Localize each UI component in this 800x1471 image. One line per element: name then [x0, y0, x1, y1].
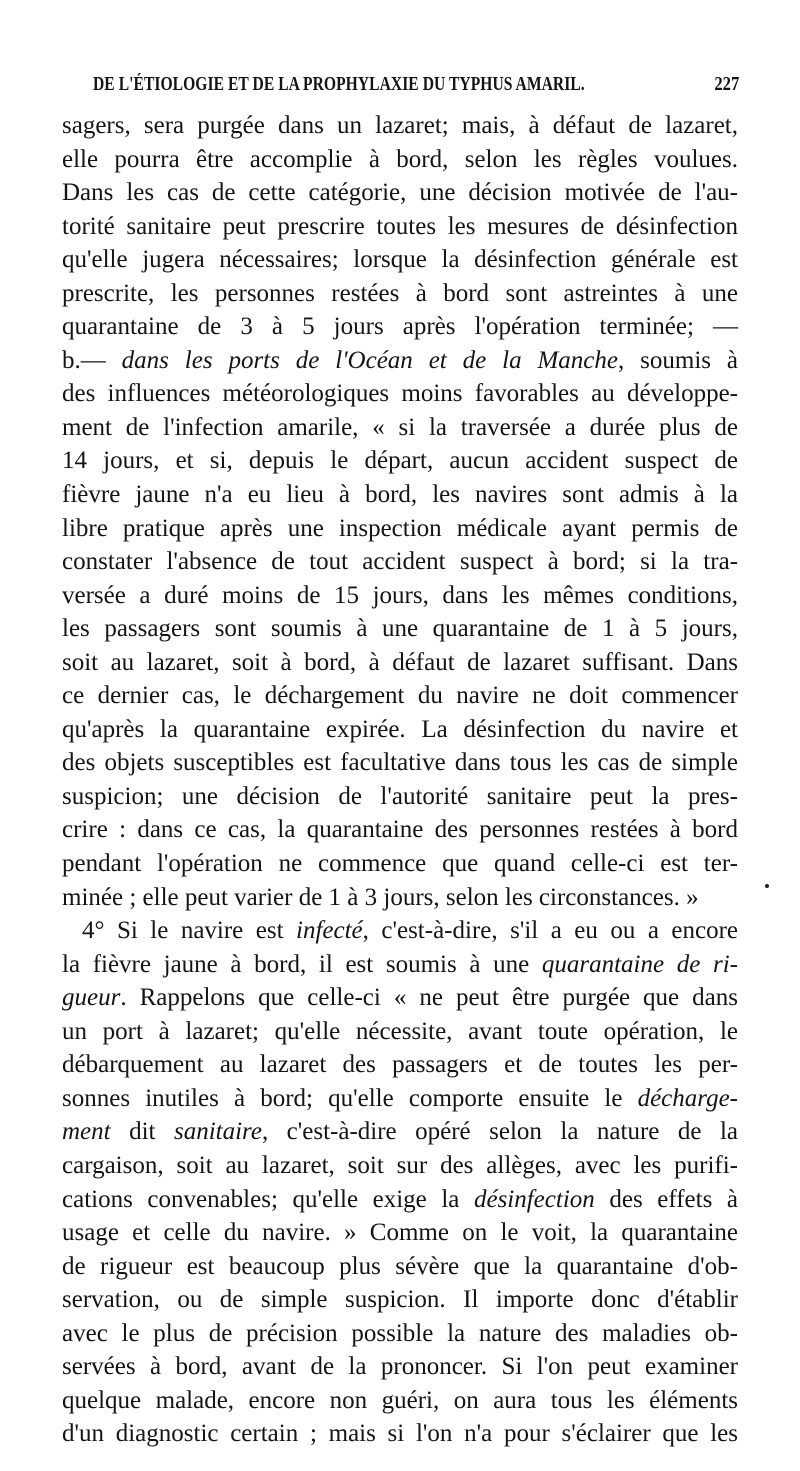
text-line	[62, 310, 738, 344]
text-line-content	[62, 1015, 738, 1049]
italic-phrase: gueur	[62, 984, 121, 1012]
italic-phrase: sanitaire	[173, 1118, 262, 1146]
text-line-content	[62, 109, 738, 143]
text-line-content	[62, 143, 738, 177]
text-line-content	[62, 713, 738, 747]
text-line	[62, 780, 738, 814]
text-run: minée ; elle peut varier de 1 à 3 jours, selon les circonstances. »	[62, 883, 699, 911]
text-line-content	[62, 210, 738, 244]
text-run: libre pratique après une inspection médicale ayant permis de	[62, 514, 738, 542]
text-line-content	[62, 847, 738, 881]
text-line	[62, 646, 738, 680]
text-line-content	[62, 478, 738, 512]
text-run: 4° Si le navire est	[82, 917, 297, 945]
text-line	[62, 1048, 738, 1082]
text-line-content	[62, 176, 738, 210]
text-line	[62, 1283, 738, 1317]
text-run: elle pourra être accomplie à bord, selon les règles voulues.	[62, 145, 738, 173]
text-run: sonnes inutiles à bord; qu'elle comporte ensuite le	[62, 1084, 638, 1112]
text-run: dit	[110, 1118, 174, 1146]
text-line-content	[62, 1216, 738, 1250]
text-run: des objets susceptibles est facultative dans tous les cas de simple	[62, 749, 738, 777]
running-head	[93, 74, 739, 104]
text-line-content	[62, 277, 738, 311]
text-run: , c'est-à-dire opéré selon la nature de la	[261, 1118, 738, 1146]
text-line-content	[62, 1417, 738, 1451]
text-run: qu'elle jugera nécessaires; lorsque la désinfection générale est	[62, 246, 738, 274]
text-line-content	[62, 579, 738, 613]
text-line-content	[62, 948, 738, 982]
text-line-content	[62, 881, 738, 915]
text-run: ce dernier cas, le déchargement du navire ne doit commencer	[62, 682, 738, 710]
text-run: , soumis à	[618, 346, 739, 374]
text-run: servation, ou de simple suspicion. Il importe donc d'établir	[62, 1286, 738, 1314]
running-title: DE L'ÉTIOLOGIE ET DE LA PROPHYLAXIE DU TYPHUS AMARIL.	[93, 74, 585, 95]
text-line	[62, 176, 738, 210]
text-line-content	[62, 411, 738, 445]
text-run: pendant l'opération ne commence que quand celle-ci est ter-	[62, 850, 738, 878]
text-line	[62, 713, 738, 747]
text-run: cations convenables; qu'elle exige la	[62, 1185, 474, 1213]
text-line-content	[62, 1350, 738, 1384]
text-run: versée a duré moins de 15 jours, dans les mêmes conditions,	[62, 581, 738, 609]
text-run: prescrite, les personnes restées à bord sont astreintes à une	[62, 279, 738, 307]
text-line	[62, 1317, 738, 1351]
text-line	[62, 444, 738, 478]
text-line	[62, 109, 738, 143]
text-run: qu'après la quarantaine expirée. La désinfection du navire et	[62, 715, 738, 743]
text-line-content	[62, 377, 738, 411]
text-run: usage et celle du navire. » Comme on le voit, la quarantaine	[62, 1219, 738, 1247]
text-line-content	[62, 1082, 738, 1116]
text-run: d'un diagnostic certain ; mais si l'on n'a pour s'éclairer que les	[62, 1420, 738, 1448]
text-run: de rigueur est beaucoup plus sévère que la quarantaine d'ob-	[62, 1252, 738, 1280]
text-run: fièvre jaune n'a eu lieu à bord, les navires sont admis à la	[62, 481, 738, 509]
italic-phrase: décharge-	[637, 1084, 738, 1112]
text-line-content	[62, 1048, 738, 1082]
text-run: crire : dans ce cas, la quarantaine des personnes restées à bord	[62, 816, 738, 844]
text-line-content	[82, 914, 738, 948]
text-line-content	[62, 344, 738, 378]
text-line-content	[62, 813, 738, 847]
text-line	[62, 1115, 738, 1149]
text-line	[62, 612, 738, 646]
text-line-content	[62, 243, 738, 277]
text-line	[62, 948, 738, 982]
text-run: 14 jours, et si, depuis le départ, aucun accident suspect de	[62, 447, 738, 475]
text-line-content	[62, 1115, 738, 1149]
text-line	[62, 1183, 738, 1217]
text-line-content	[62, 444, 738, 478]
text-line	[62, 344, 738, 378]
text-run: débarquement au lazaret des passagers et de toutes les per-	[62, 1051, 738, 1079]
text-run: un port à lazaret; qu'elle nécessite, avant toute opération, le	[62, 1017, 738, 1045]
text-run: avec le plus de précision possible la nature des maladies ob-	[62, 1319, 738, 1347]
text-line	[62, 1082, 738, 1116]
italic-phrase: infecté	[296, 917, 363, 945]
text-line	[62, 847, 738, 881]
text-line	[62, 1350, 738, 1384]
text-line	[62, 545, 738, 579]
text-run: . Rappelons que celle-ci « ne peut être purgée que dans	[120, 984, 738, 1012]
text-line-content	[62, 612, 738, 646]
text-line	[62, 377, 738, 411]
text-line-content	[62, 1149, 738, 1183]
text-run: quelque malade, encore non guéri, on aura tous les éléments	[62, 1386, 738, 1414]
text-run: des influences météorologiques moins favorables au développe-	[62, 380, 738, 408]
text-line	[62, 512, 738, 546]
text-line	[62, 143, 738, 177]
text-run: servées à bord, avant de la prononcer. Si l'on peut examiner	[62, 1353, 738, 1381]
page-number: 227	[714, 74, 739, 95]
text-line-content	[62, 512, 738, 546]
text-line-content	[62, 780, 738, 814]
text-line	[62, 1149, 738, 1183]
text-run: quarantaine de 3 à 5 jours après l'opération terminée; —	[62, 313, 738, 341]
text-line-content	[62, 1250, 738, 1284]
text-run: cargaison, soit au lazaret, soit sur des allèges, avec les purifi-	[62, 1151, 738, 1179]
text-line	[62, 1015, 738, 1049]
text-run: des effets à	[594, 1185, 738, 1213]
italic-phrase: quarantaine de ri-	[541, 950, 738, 978]
text-run: suspicion; une décision de l'autorité sanitaire peut la pres-	[62, 782, 738, 810]
text-line	[62, 679, 738, 713]
text-line-content	[62, 646, 738, 680]
body-text	[62, 109, 738, 1451]
text-line	[62, 277, 738, 311]
text-line-content	[62, 746, 738, 780]
text-run: torité sanitaire peut prescrire toutes les mesures de désinfection	[62, 212, 738, 240]
text-run: la fièvre jaune à bord, il est soumis à une	[62, 950, 542, 978]
text-run: soit au lazaret, soit à bord, à défaut de lazaret suffisant. Dans	[62, 648, 738, 676]
text-line	[62, 813, 738, 847]
text-line-content	[62, 545, 738, 579]
text-run: sagers, sera purgée dans un lazaret; mais, à défaut de lazaret,	[62, 112, 738, 139]
text-line	[62, 411, 738, 445]
text-line	[62, 746, 738, 780]
text-line-content	[62, 1384, 738, 1418]
text-line	[62, 579, 738, 613]
text-line-content	[62, 1283, 738, 1317]
text-line	[62, 1250, 738, 1284]
italic-phrase: ment	[62, 1118, 111, 1146]
text-line	[62, 1417, 738, 1451]
ink-speck	[765, 884, 769, 888]
text-line-content	[62, 1183, 738, 1217]
text-line	[62, 243, 738, 277]
text-run: les passagers sont soumis à une quarantaine de 1 à 5 jours,	[62, 615, 738, 643]
text-line	[62, 1384, 738, 1418]
text-line	[62, 914, 738, 948]
text-run: ment de l'infection amarile, « si la traversée a durée plus de	[62, 413, 738, 441]
text-line-content	[62, 679, 738, 713]
text-line	[62, 981, 738, 1015]
italic-phrase: dans les ports de l'Océan et de la Manche	[121, 346, 619, 374]
text-line-content	[62, 1317, 738, 1351]
text-line-content	[62, 310, 738, 344]
italic-phrase: désinfection	[473, 1185, 595, 1213]
text-line	[62, 881, 738, 915]
text-line	[62, 210, 738, 244]
text-line-content	[62, 981, 738, 1015]
text-run: b.—	[62, 346, 122, 374]
text-run: Dans les cas de cette catégorie, une décision motivée de l'au-	[62, 179, 738, 207]
text-run: constater l'absence de tout accident suspect à bord; si la tra-	[62, 548, 738, 576]
text-run: , c'est-à-dire, s'il a eu ou a encore	[362, 917, 739, 945]
text-line	[62, 478, 738, 512]
text-line	[62, 1216, 738, 1250]
